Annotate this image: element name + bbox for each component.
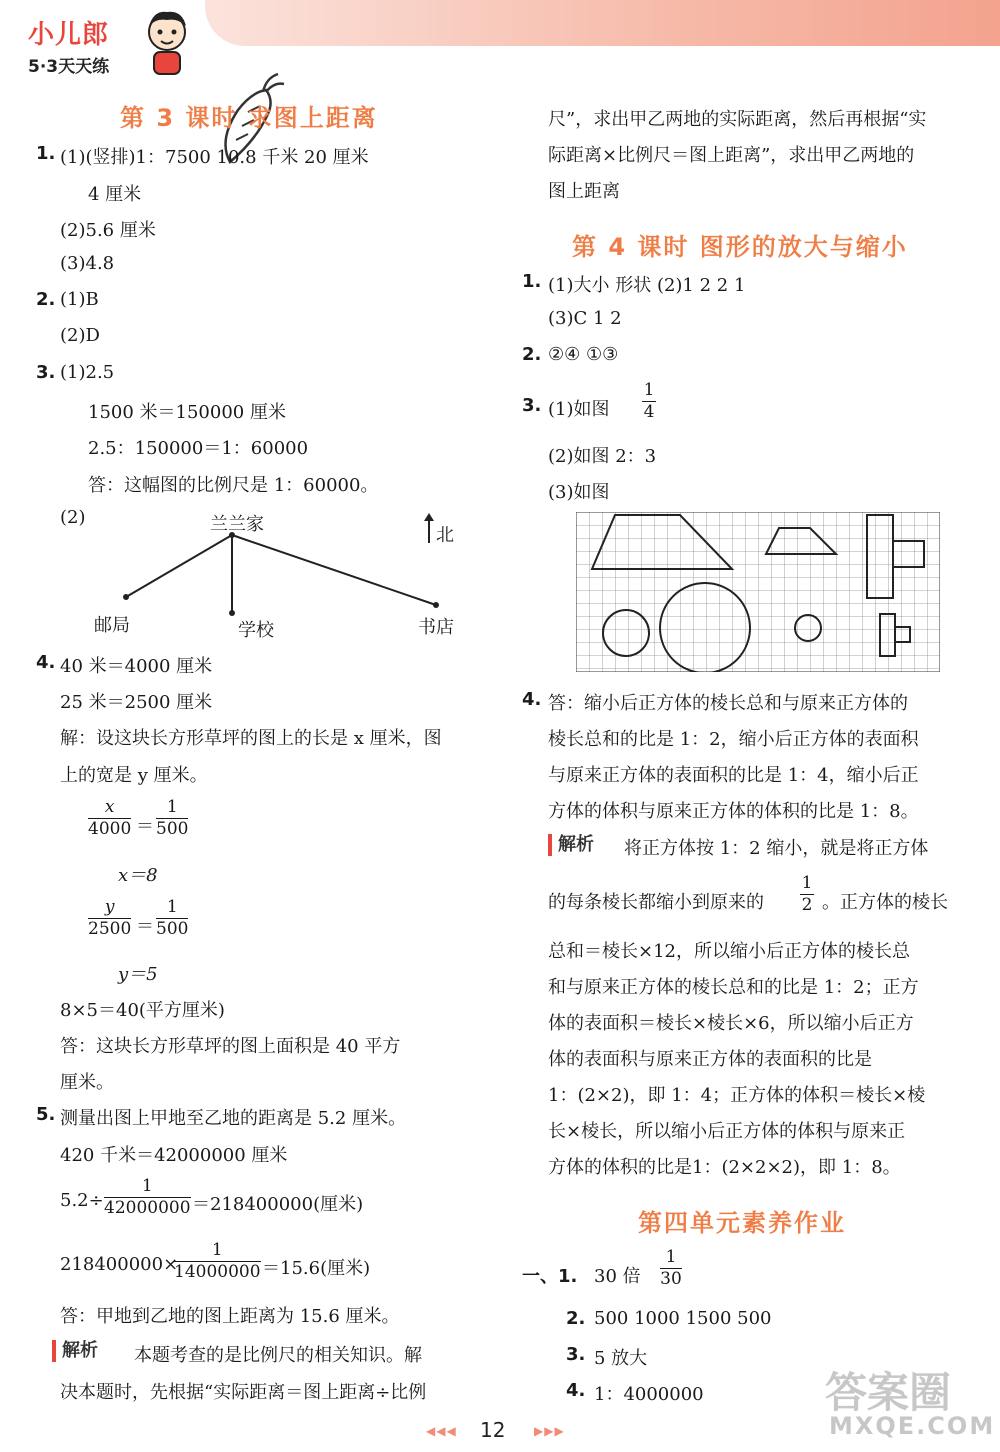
r-q4-number: 4. <box>522 689 542 710</box>
section-title-lesson3: 第 3 课时 求图上距离 <box>120 104 378 132</box>
analysis-right-4: 和与原来正方体的棱长总和的比是 1：2；正方 <box>548 977 919 998</box>
q2-line-a: (1)B <box>60 289 99 310</box>
u3-answer: 5 放大 <box>594 1348 648 1369</box>
q4-number: 4. <box>36 652 56 673</box>
q5-answer: 答：甲地到乙地的图上距离为 15.6 厘米。 <box>60 1306 400 1327</box>
q5-line-a: 测量出图上甲地至乙地的距离是 5.2 厘米。 <box>60 1108 407 1129</box>
logo-subtitle: 5·3天天练 <box>28 57 110 77</box>
r-q3-line-a: (1)如图 <box>548 399 610 420</box>
q1-line-a: (1)(竖排)1：7500 10.8 千米 20 厘米 <box>60 147 369 168</box>
r-q4-line-2: 棱长总和的比是 1：2，缩小后正方体的表面积 <box>548 729 919 750</box>
q4-fraction-1-500-b: 1 500 <box>156 897 189 939</box>
q4-line-a: 40 米＝4000 厘米 <box>60 656 213 677</box>
q1-line-b: 4 厘米 <box>88 184 142 205</box>
q1-number: 1. <box>36 143 56 164</box>
q4-eq-1: ＝ <box>136 816 154 837</box>
q4-area: 8×5＝40(平方厘米) <box>60 1000 225 1021</box>
section-title-lesson4: 第 4 课时 图形的放大与缩小 <box>572 233 908 261</box>
header-banner <box>205 0 1000 46</box>
u1-fraction: 1 30 <box>660 1247 682 1289</box>
analysis-right-1: 将正方体按 1：2 缩小，就是将正方体 <box>624 838 929 859</box>
analysis-cont-3: 图上距离 <box>548 181 620 202</box>
analysis-right-fraction: 1 2 <box>801 873 813 915</box>
q4-y-value: y＝5 <box>118 964 158 985</box>
u1-answer: 30 倍 <box>594 1266 641 1287</box>
analysis-cont-1: 尺”，求出甲乙两地的实际距离，然后再根据“实 <box>548 109 927 130</box>
section-title-unit4: 第四单元素养作业 <box>638 1209 846 1237</box>
r-q4-line-1: 答：缩小后正方体的棱长总和与原来正方体的 <box>548 693 908 714</box>
q4-answer-1: 答：这块长方形草坪的图上面积是 40 平方 <box>60 1036 401 1057</box>
r-q3-line-c: (3)如图 <box>548 482 610 503</box>
q3-line-d: 答：这幅图的比例尺是 1：60000。 <box>88 475 379 496</box>
q5-calc-2-post: ＝15.6(厘米) <box>262 1258 371 1279</box>
u2-answer: 500 1000 1500 500 <box>594 1308 772 1329</box>
analysis-right-5: 体的表面积＝棱长×棱长×6，所以缩小后正方 <box>548 1013 914 1034</box>
q4-line-c: 解：设这块长方形草坪的图上的长是 x 厘米，图 <box>60 728 442 749</box>
q3-line-c: 2.5：150000＝1：60000 <box>88 438 309 459</box>
analysis-right-7: 1：(2×2)，即 1：4；正方体的体积＝棱长×棱 <box>548 1085 926 1106</box>
q5-calc-1-pre: 5.2÷ <box>60 1190 104 1211</box>
r-q1-number: 1. <box>522 271 542 292</box>
analysis-tag-right: 解析 <box>548 834 594 856</box>
watermark <box>815 1360 996 1445</box>
next-arrows-icon: ▶▶▶ <box>534 1424 565 1438</box>
q1-line-d: (3)4.8 <box>60 253 115 274</box>
map-label-home: 兰兰家 <box>210 514 264 535</box>
q3-number: 3. <box>36 362 56 383</box>
q4-eq-2: ＝ <box>136 916 154 937</box>
q4-line-d: 上的宽是 y 厘米。 <box>60 765 208 786</box>
r-q4-line-4: 方体的体积与原来正方体的体积的比是 1：8。 <box>548 801 919 822</box>
q3-line-b: 1500 米＝150000 厘米 <box>88 402 286 423</box>
q5-number: 5. <box>36 1104 56 1125</box>
r-q2-line-a: ②④ ①③ <box>548 344 619 365</box>
page-number: 12 <box>480 1418 506 1442</box>
q4-fraction-y: y 2500 <box>88 897 132 939</box>
map-label-school: 学校 <box>238 620 274 641</box>
q5-calc-2-pre: 218400000× <box>60 1254 179 1275</box>
u1-number: 一、1. <box>522 1266 578 1287</box>
analysis-right-2-pre: 的每条棱长都缩小到原来的 <box>548 892 764 913</box>
q2-line-b: (2)D <box>60 325 100 346</box>
analysis-left-2: 决本题时，先根据“实际距离＝图上距离÷比例 <box>60 1382 427 1403</box>
map-label-store: 书店 <box>418 617 454 638</box>
analysis-right-8: 长×棱长，所以缩小后正方体的体积与原来正 <box>548 1121 906 1142</box>
q1-line-c: (2)5.6 厘米 <box>60 220 156 241</box>
q5-calc-1-post: ＝218400000(厘米) <box>192 1194 364 1215</box>
r-q3-line-b: (2)如图 2：3 <box>548 446 657 467</box>
map-label-post: 邮局 <box>94 615 130 636</box>
brand-logo <box>22 8 182 78</box>
u3-number: 3. <box>566 1344 586 1365</box>
analysis-right-6: 体的表面积与原来正方体的表面积的比是 <box>548 1049 872 1070</box>
q4-answer-2: 厘米。 <box>60 1072 114 1093</box>
mascot-icon <box>140 8 194 80</box>
q4-fraction-x: x 4000 <box>88 797 132 839</box>
q4-x-value: x＝8 <box>118 865 158 886</box>
logo-title: 小儿郎 <box>28 20 110 50</box>
q4-fraction-1-500-a: 1 500 <box>156 797 189 839</box>
u4-number: 4. <box>566 1380 586 1401</box>
analysis-right-9: 方体的体积的比是1：(2×2×2)，即 1：8。 <box>548 1157 901 1178</box>
watermark-logo-text: 答案圈 <box>825 1368 952 1417</box>
r-q1-line-b: (3)C 1 2 <box>548 308 622 329</box>
q2-number: 2. <box>36 289 56 310</box>
r-q1-line-a: (1)大小 形状 (2)1 2 2 1 <box>548 275 746 296</box>
u4-answer: 1：4000000 <box>594 1384 704 1405</box>
u2-number: 2. <box>566 1308 586 1329</box>
prev-arrows-icon: ◀◀◀ <box>426 1424 457 1438</box>
analysis-right-3: 总和＝棱长×12，所以缩小后正方体的棱长总 <box>548 941 910 962</box>
analysis-left-1: 本题考查的是比例尺的相关知识。解 <box>134 1345 422 1366</box>
watermark-url: MXQE.COM <box>829 1412 996 1440</box>
q5-line-b: 420 千米＝42000000 厘米 <box>60 1145 288 1166</box>
q3-line-e: (2) <box>60 507 86 528</box>
analysis-right-2-post: 。正方体的棱长 <box>822 892 948 913</box>
analysis-cont-2: 际距离×比例尺＝图上距离”，求出甲乙两地的 <box>548 145 915 166</box>
q5-fraction-1: 1 42000000 <box>104 1176 191 1218</box>
analysis-tag-left: 解析 <box>52 1340 98 1362</box>
r-q4-line-3: 与原来正方体的表面积的比是 1：4，缩小后正 <box>548 765 919 786</box>
q3-line-a: (1)2.5 <box>60 362 115 383</box>
grid-figure <box>576 512 940 672</box>
r-q3-number: 3. <box>522 395 542 416</box>
r-q3-fraction: 1 4 <box>643 380 655 422</box>
r-q2-number: 2. <box>522 344 542 365</box>
q4-line-b: 25 米＝2500 厘米 <box>60 692 213 713</box>
map-label-north: 北 <box>436 525 454 546</box>
q5-fraction-2: 1 14000000 <box>174 1240 261 1282</box>
